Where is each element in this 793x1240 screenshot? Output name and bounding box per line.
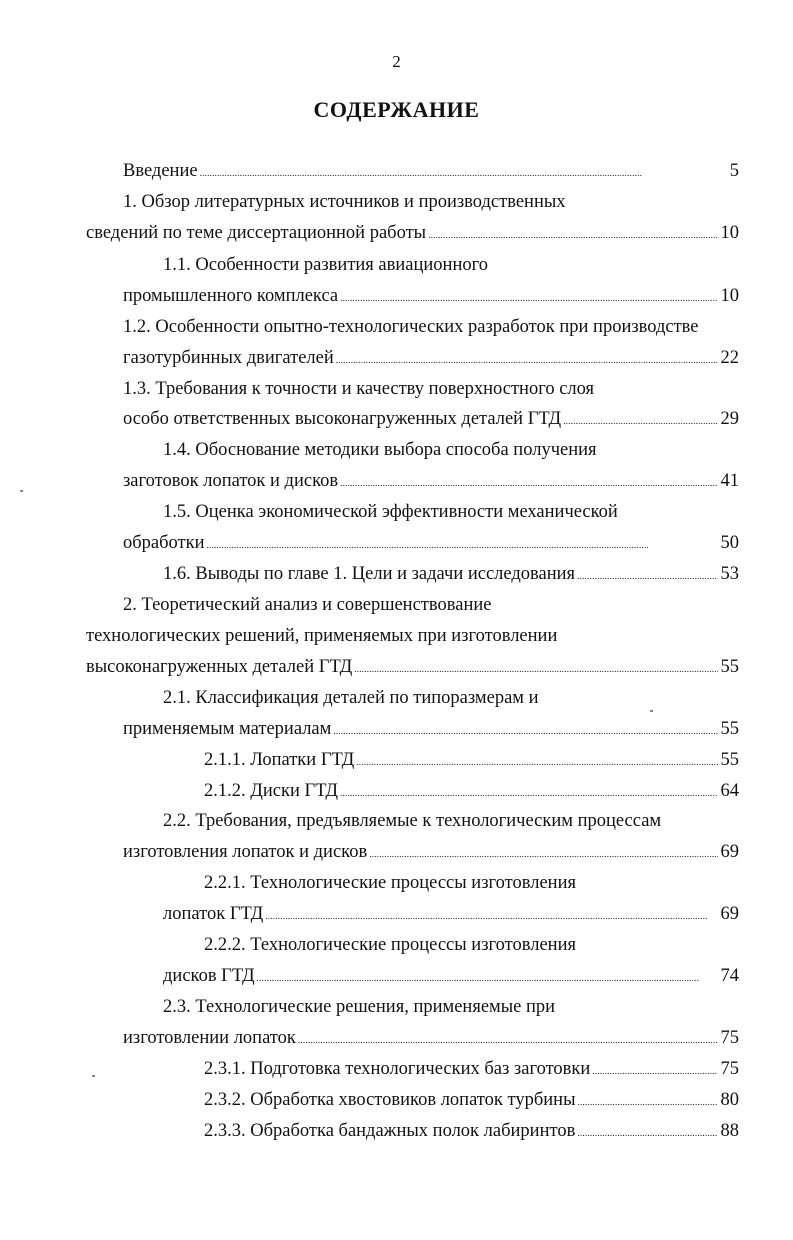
toc-entry-text: дисков ГТД [163,966,255,986]
toc-page-number: 41 [720,471,739,491]
toc-entry-text: технологических решений, применяемых при изготовлении [86,626,558,646]
leader-dots [340,776,718,808]
scan-speck [92,1075,95,1077]
toc-entry [163,961,739,991]
leader-dots [356,745,717,777]
toc-entry [123,714,739,744]
leader-dots [428,218,717,250]
toc-entry-text: 1. Обзор литературных источников и производственных [123,192,566,212]
toc-entry [123,374,594,404]
toc-entry-text: изготовлении лопаток [123,1028,296,1048]
leader-dots [298,1023,718,1055]
toc-entry-text: 1.6. Выводы по главе 1. Цели и задачи исследования [163,564,576,584]
toc-entry-text: 2.3.3. Обработка бандажных полок лабиринтов [204,1121,576,1141]
toc-entry-text: промышленного комплекса [123,286,339,306]
toc-entry [123,404,739,434]
toc-entry [163,435,597,465]
toc-entry [123,187,566,217]
toc-entry-text: сведений по теме диссертационной работы [86,223,427,243]
toc-entry-text: 2.3.2. Обработка хвостовиков лопаток турбины [204,1090,576,1110]
toc-page-number: 80 [720,1090,739,1110]
toc-entry-text: 2.1.1. Лопатки ГТД [204,750,355,770]
leader-dots [207,528,718,560]
toc-entry-text: Введение [123,161,198,181]
toc-entry [123,1023,739,1053]
toc-page-number: 10 [720,286,739,306]
toc-page-number: 10 [720,223,739,243]
toc-entry-text: изготовления лопаток и дисков [123,842,368,862]
toc-entry [163,559,739,589]
toc-page-number: 75 [720,1059,739,1079]
toc-entry-text: 2.2.2. Технологические процессы изготовления [204,935,576,955]
toc-page-number: 55 [720,750,739,770]
toc-page-number: 50 [720,533,739,553]
toc-entry-text: 2.3.1. Подготовка технологических баз заготовки [204,1059,591,1079]
toc-entry [123,466,739,496]
toc-entry-text: заготовок лопаток и дисков [123,471,339,491]
toc-entry [123,281,739,311]
toc-entry-text: 1.2. Особенности опытно-технологических разработок при производстве [123,317,699,337]
leader-dots [563,404,717,436]
toc-entry [204,745,739,775]
toc-entry-text: 2.1. Классификация деталей по типоразмерам и [163,688,539,708]
toc-page-number: 53 [720,564,739,584]
toc-entry-text: 2.3. Технологические решения, применяемые при [163,997,556,1017]
toc-entry-text: 1.4. Обоснование методики выбора способа получения [163,440,597,460]
toc-page-number: 69 [720,842,739,862]
toc-entry-text: 1.1. Особенности развития авиационного [163,255,488,275]
leader-dots [577,559,717,591]
toc-entry [204,1054,739,1084]
toc-page-number: 55 [720,719,739,739]
toc-page-number: 88 [720,1121,739,1141]
page-title: СОДЕРЖАНИЕ [313,97,480,122]
page-number: 2 [392,52,401,71]
toc-page-number: 22 [720,348,739,368]
toc-entry-text: 2.2.1. Технологические процессы изготовления [204,873,576,893]
toc-entry [86,652,739,682]
toc-entry-text: особо ответственных высоконагруженных деталей ГТД [123,409,562,429]
toc-entry-text: обработки [123,533,205,553]
toc-page-number: 29 [720,409,739,429]
leader-dots [369,837,717,869]
toc-entry [163,992,555,1022]
leader-dots [265,899,717,931]
leader-dots [257,961,718,993]
leader-dots [336,343,718,375]
toc-entry [123,156,739,186]
toc-page-number: 5 [729,161,739,181]
toc-page-number: 69 [720,904,739,924]
toc-entry [123,312,699,342]
toc-entry [204,776,739,806]
toc-entry [163,806,661,836]
scan-speck [20,490,23,492]
toc-entry [123,590,491,620]
toc-entry [123,837,739,867]
toc-entry [86,621,557,651]
toc-entry [163,899,739,929]
leader-dots [354,652,717,684]
toc-page-number: 75 [720,1028,739,1048]
scan-speck [650,710,653,712]
toc-entry [163,250,488,280]
toc-entry-text: 1.5. Оценка экономической эффективности механической [163,502,618,522]
toc-entry-text: газотурбинных двигателей [123,348,334,368]
leader-dots [578,1085,718,1117]
toc-page-number: 74 [720,966,739,986]
toc-page-number: 55 [720,657,739,677]
toc-entry [163,683,539,713]
leader-dots [340,466,717,498]
toc-entry-text: высоконагруженных деталей ГТД [86,657,353,677]
toc-entry [86,218,739,248]
toc-entry-text: 1.3. Требования к точности и качеству поверхностного слоя [123,379,595,399]
toc-entry-text: лопаток ГТД [163,904,264,924]
leader-dots [333,714,717,746]
toc-page-number: 64 [720,781,739,801]
toc-entry [204,1116,739,1146]
leader-dots [200,156,727,188]
toc-entry-text: 2.2. Требования, предъявляемые к технологическим процессам [163,811,662,831]
toc-entry [163,497,618,527]
leader-dots [577,1116,717,1148]
leader-dots [340,281,717,313]
toc-entry [123,343,739,373]
toc-entry [204,1085,739,1115]
toc-entry [204,930,576,960]
leader-dots [592,1054,717,1086]
toc-entry [204,868,576,898]
toc-entry [123,528,739,558]
toc-entry-text: 2. Теоретический анализ и совершенствование [123,595,492,615]
toc-entry-text: 2.1.2. Диски ГТД [204,781,338,801]
toc-entry-text: применяемым материалам [123,719,332,739]
